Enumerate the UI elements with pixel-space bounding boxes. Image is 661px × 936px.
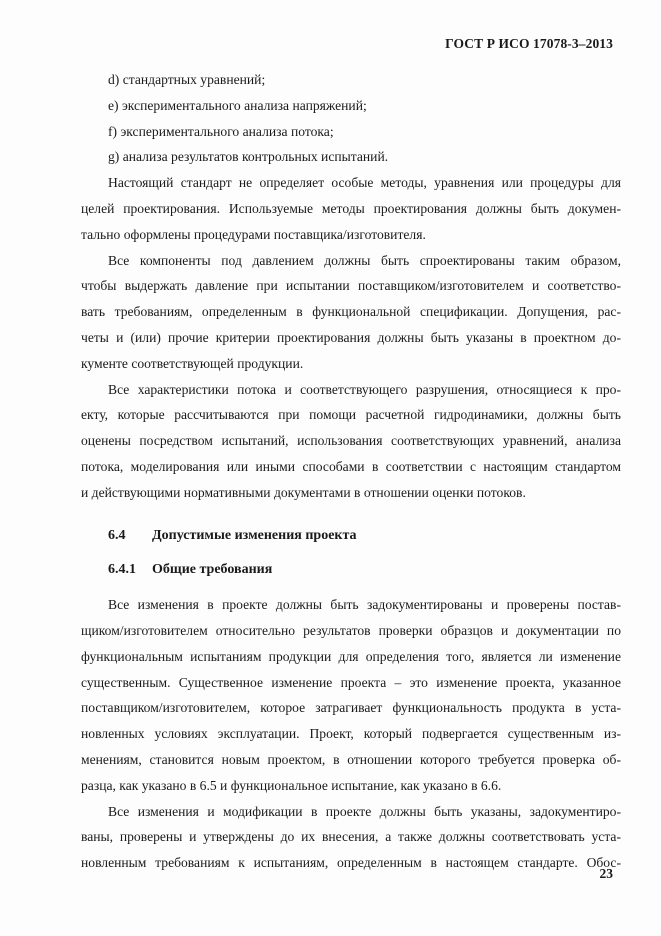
paragraph-pressure [81, 248, 621, 377]
text-line: кументе соответствующей продукции. [81, 355, 304, 371]
text-line: целей проектирования. Используемые методы проектирования должны быть докумен- [81, 200, 621, 216]
text-line: Настоящий стандарт не определяет особые методы, уравнения или процедуры для [108, 175, 621, 191]
text-line: Все компоненты под давлением должны быть спроектированы таким образом, [108, 252, 621, 268]
list [81, 67, 621, 170]
text-line: новленным требованиям к испытаниям, определенным в настоящем стандарте. Обос- [81, 855, 621, 871]
section-title: Общие требования [152, 562, 273, 578]
document-code: ГОСТ Р ИСО 17078-3–2013 [445, 36, 613, 51]
paragraph-changes [81, 592, 621, 798]
section-heading-6-4-1 [81, 557, 621, 583]
text-line: оценены посредством испытаний, использования соответствующих уравнений, анализа [81, 433, 621, 449]
page-body [81, 67, 621, 876]
text-line: разца, как указано в 6.5 и функциональное испытание, как указано в 6.6. [81, 777, 502, 793]
list-item-e: e) экспериментального анализа напряжений; [108, 97, 367, 113]
list-item-f: f) экспериментального анализа потока; [108, 123, 334, 139]
page-number: 23 [599, 866, 613, 881]
paragraph-modifications [81, 799, 621, 876]
text-line: ваны, проверены и утверждены до их внесения, а также должны соответствовать уста- [81, 829, 621, 845]
text-line: вать требованиям, определенным в функциональной спецификации. Допущения, рас- [81, 304, 621, 320]
paragraph-methods [81, 170, 621, 247]
text-line: Все характеристики потока и соответствующего разрушения, относящиеся к про- [108, 381, 621, 397]
text-line: екту, которые рассчитываются при помощи расчетной гидродинамики, должны быть [81, 407, 621, 423]
paragraph-flow [81, 377, 621, 506]
text-line: тально оформлены процедурами поставщика/изготовителя. [81, 226, 426, 242]
text-line: потока, моделирования или иными способами в соответствии с настоящим стандартом [81, 458, 621, 474]
text-line: Все изменения в проекте должны быть задокументированы и проверены постав- [108, 597, 621, 613]
text-line: чтобы выдержать давление при испытании поставщиком/изготовителем и соответство- [81, 278, 621, 294]
text-line: функциональным испытаниям продукции для определения того, является ли изменение [81, 648, 621, 664]
section-title: Допустимые изменения проекта [152, 527, 357, 543]
text-line: новленных условиях эксплуатации. Проект, который подвергается существенным из- [81, 726, 621, 742]
list-item-g: g) анализа результатов контрольных испытаний. [108, 149, 389, 165]
text-line: Все изменения и модификации в проекте должны быть указаны, задокументиро- [108, 803, 621, 819]
section-number: 6.4 [108, 527, 126, 543]
text-line: поставщиком/изготовителем, которое затрагивает функциональность продукта в уста- [81, 700, 621, 716]
text-line: щиком/изготовителем относительно результатов проверки образцов и документации по [81, 622, 621, 638]
text-line: менениям, становится новым проектом, в отношении которого требуется проверка об- [81, 751, 621, 767]
text-line: существенным. Существенное изменение проекта – это изменение проекта, указанное [81, 674, 621, 690]
list-item-d: d) стандартных уравнений; [108, 72, 266, 87]
section-heading-6-4 [81, 523, 621, 549]
text-line: и действующими нормативными документами в отношении оценки потоков. [81, 484, 526, 500]
text-line: четы и (или) прочие критерии проектирования должны быть указаны в проектном до- [81, 329, 621, 345]
section-number: 6.4.1 [108, 562, 136, 578]
